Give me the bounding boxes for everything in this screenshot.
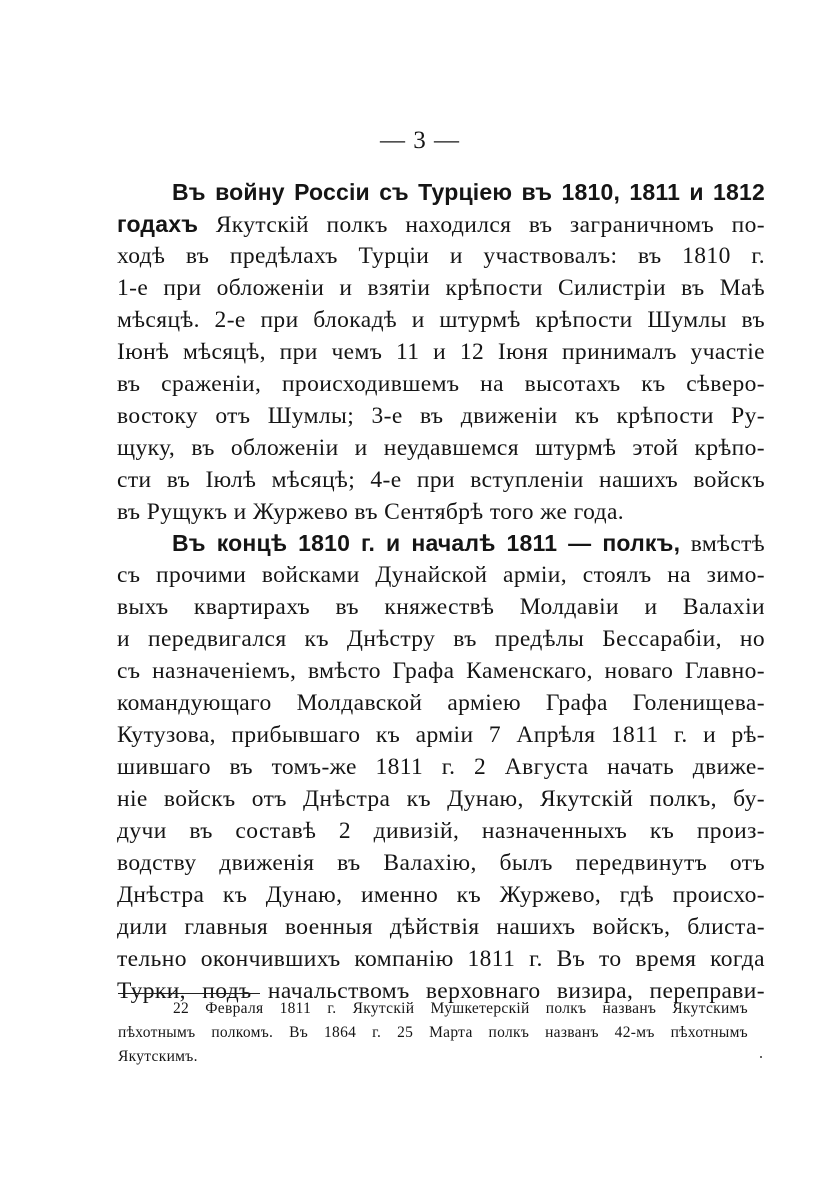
text-line: Іюнѣ мѣсяцѣ, при чемъ 11 и 12 Іюня принималъ участіе <box>117 339 765 365</box>
text-line: выхъ квартирахъ въ княжествѣ Молдавіи и Валахіи <box>117 594 765 620</box>
text-line: тельно окончившихъ компанію 1811 г. Въ то время когда <box>117 946 765 972</box>
text-line: шившаго въ томъ-же 1811 г. 2 Августа начать движе- <box>117 754 765 780</box>
text-line: ніе войскъ отъ Днѣстра къ Дунаю, Якутскій полкъ, бу- <box>117 786 765 812</box>
text-line: дили главныя военныя дѣйствія нашихъ войскъ, блиста- <box>117 914 765 940</box>
text-line: сти въ Іюлѣ мѣсяцѣ; 4-е при вступленіи нашихъ войскъ <box>117 467 765 493</box>
bold-heading-text: Въ концѣ 1810 г. и началѣ 1811 — полкъ, <box>172 530 681 556</box>
text-line: въ сраженіи, происходившемъ на высотахъ къ сѣверо- <box>117 371 765 397</box>
paper-speck <box>760 1056 762 1058</box>
text-line: Въ концѣ 1810 г. и началѣ 1811 — полкъ, вмѣстѣ <box>172 530 765 557</box>
text-line <box>172 175 765 209</box>
footnote-line: 22 Февраля 1811 г. Якутскій Мушкетерскій полкъ названъ Якутскимъ <box>173 1000 748 1017</box>
text-line: ходѣ въ предѣлахъ Турціи и участвовалъ: въ 1810 г. <box>117 243 765 269</box>
text-line: востоку отъ Шумлы; 3-е въ движеніи къ крѣпости Ру- <box>117 403 765 429</box>
text-line: въ Рущукъ и Журжево въ Сентябрѣ того же года. <box>117 499 625 525</box>
text-line: Турки, подъ начальствомъ верховнаго визира, переправи- <box>117 978 765 1004</box>
text-line: щуку, въ обложеніи и неудавшемся штурмѣ этой крѣпо- <box>117 435 765 461</box>
text-line: Днѣстра къ Дунаю, именно къ Журжево, гдѣ происхо- <box>117 882 765 908</box>
text-line: Кутузова, прибывшаго къ арміи 7 Апрѣля 1811 г. и рѣ- <box>117 722 765 748</box>
text-line: водству движенія въ Валахію, былъ передвинутъ отъ <box>117 850 765 876</box>
text-line: дучи въ составѣ 2 дивизій, назначенныхъ къ произ- <box>117 818 765 844</box>
text-line: съ прочими войсками Дунайской арміи, стоялъ на зимо- <box>117 562 765 588</box>
text-line: и передвигался къ Днѣстру въ предѣлы Бессарабіи, но <box>117 626 765 652</box>
page-number: — 3 — <box>380 127 460 154</box>
footnote-separator <box>118 993 260 994</box>
text-line: годахъ Якутскій полкъ находился въ заграничномъ по- <box>117 211 765 238</box>
text-line: съ назначеніемъ, вмѣсто Графа Каменскаго, новаго Главно- <box>117 658 765 684</box>
footnote-line: Якутскимъ. <box>118 1048 198 1065</box>
text-line: 1-е при обложеніи и взятіи крѣпости Силистріи въ Маѣ <box>117 275 765 301</box>
text-line: командующаго Молдавской арміею Графа Голенищева- <box>117 690 765 716</box>
bold-heading-text: годахъ <box>117 211 199 237</box>
footnote-line: пѣхотнымъ полкомъ. Въ 1864 г. 25 Марта полкъ названъ 42-мъ пѣхотнымъ <box>118 1024 748 1041</box>
bold-heading-text: Въ войну Россіи съ Турціею въ 1810, 1811 и 1812 <box>172 179 765 205</box>
text-line: мѣсяцѣ. 2-е при блокадѣ и штурмѣ крѣпости Шумлы въ <box>117 307 765 333</box>
